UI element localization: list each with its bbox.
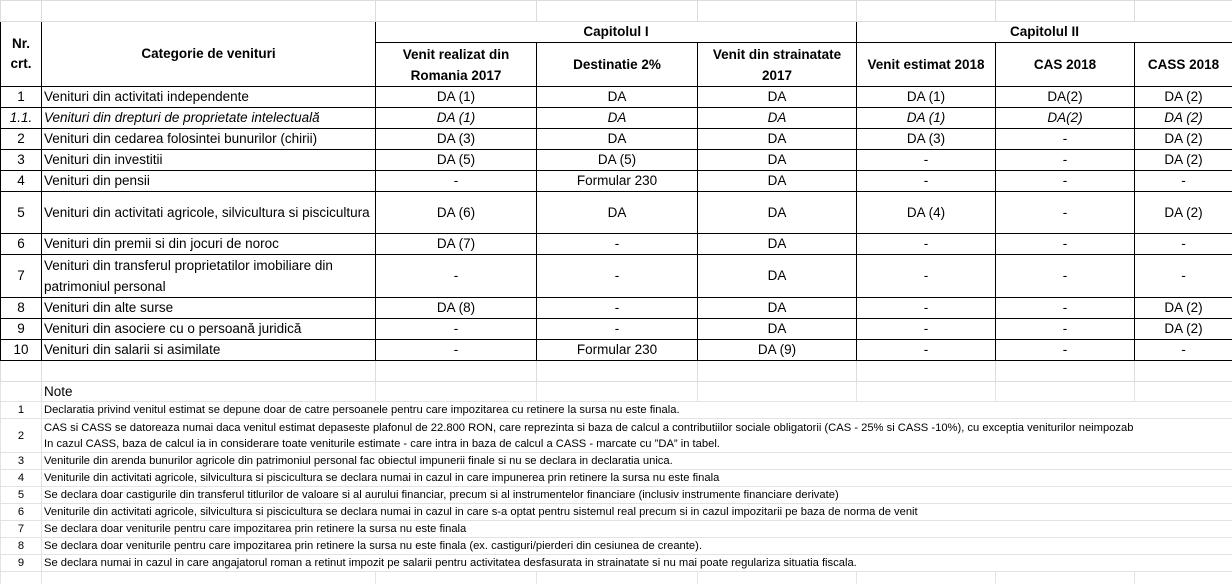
cell-venit-romania[interactable]: DA (1) bbox=[376, 108, 537, 129]
note-row bbox=[1, 419, 1232, 453]
cell-destinatie[interactable]: Formular 230 bbox=[537, 171, 698, 192]
cell-destinatie[interactable]: - bbox=[537, 298, 698, 319]
table-row bbox=[1, 340, 1232, 361]
cell-venit-estimat[interactable]: DA (3) bbox=[857, 129, 996, 150]
blank-row bbox=[1, 572, 1232, 584]
note-text-line: Veniturile din activitati agricole, silvicultura si piscicultura se declara numai in cazul in care impunerea prin retinere la sursa nu este finala bbox=[44, 472, 720, 484]
cell-venit-strainatate[interactable]: DA (9) bbox=[698, 340, 857, 361]
note-text-line: Se declara doar veniturile pentru care impozitarea prin retinere la sursa nu este finala bbox=[44, 523, 467, 535]
cell-venit-strainatate[interactable]: DA bbox=[698, 87, 857, 108]
note-text[interactable] bbox=[42, 470, 1232, 487]
cell-destinatie[interactable]: DA (5) bbox=[537, 150, 698, 171]
note-text-line: Se declara doar veniturile pentru care impozitarea prin retinere la sursa nu este finala (ex. castiguri/pierderi din cesiunea de creante). bbox=[44, 540, 702, 552]
cell-venit-estimat[interactable]: - bbox=[857, 340, 996, 361]
note-number[interactable]: 6 bbox=[1, 504, 42, 521]
note-row bbox=[1, 504, 1232, 521]
cell-cas[interactable]: - bbox=[996, 319, 1135, 340]
cell-cas[interactable]: - bbox=[996, 298, 1135, 319]
cell-destinatie[interactable]: - bbox=[537, 255, 698, 298]
note-text[interactable] bbox=[42, 453, 1232, 470]
cell-venit-romania[interactable]: - bbox=[376, 171, 537, 192]
table-row bbox=[1, 171, 1232, 192]
cell-cass[interactable]: DA (2) bbox=[1135, 108, 1232, 129]
note-text[interactable] bbox=[42, 487, 1232, 504]
cell-venit-estimat[interactable]: - bbox=[857, 298, 996, 319]
table-row bbox=[1, 298, 1232, 319]
note-number[interactable]: 4 bbox=[1, 470, 42, 487]
row-category[interactable]: Venituri din asociere cu o persoană juridică bbox=[42, 319, 376, 340]
row-category[interactable]: Venituri din investitii bbox=[42, 150, 376, 171]
table-row bbox=[1, 319, 1232, 340]
row-category[interactable]: Venituri din premii si din jocuri de noroc bbox=[42, 234, 376, 255]
cell-venit-strainatate[interactable]: DA bbox=[698, 192, 857, 234]
row-number[interactable]: 2 bbox=[1, 129, 42, 150]
cell-cass[interactable]: DA (2) bbox=[1135, 87, 1232, 108]
note-number[interactable]: 5 bbox=[1, 487, 42, 504]
row-category[interactable]: Venituri din alte surse bbox=[42, 298, 376, 319]
cell-venit-romania[interactable]: DA (6) bbox=[376, 192, 537, 234]
cell-venit-strainatate[interactable]: DA bbox=[698, 129, 857, 150]
row-number[interactable]: 7 bbox=[1, 255, 42, 298]
note-row bbox=[1, 538, 1232, 555]
note-row bbox=[1, 402, 1232, 419]
note-row bbox=[1, 453, 1232, 470]
note-text[interactable] bbox=[42, 504, 1232, 521]
cell-cas[interactable]: - bbox=[996, 192, 1135, 234]
cell-cass[interactable]: DA (2) bbox=[1135, 129, 1232, 150]
header-destinatie[interactable]: Destinatie 2% bbox=[537, 43, 698, 87]
cell-venit-estimat[interactable]: - bbox=[857, 150, 996, 171]
row-number[interactable]: 9 bbox=[1, 319, 42, 340]
header-cas[interactable]: CAS 2018 bbox=[996, 43, 1135, 87]
cell-venit-strainatate[interactable]: DA bbox=[698, 171, 857, 192]
row-number[interactable]: 8 bbox=[1, 298, 42, 319]
cell-venit-romania[interactable]: DA (3) bbox=[376, 129, 537, 150]
cell-destinatie[interactable]: - bbox=[537, 234, 698, 255]
header-chapter-2[interactable]: Capitolul II bbox=[857, 22, 1232, 43]
note-text[interactable] bbox=[42, 419, 1232, 453]
note-number[interactable]: 3 bbox=[1, 453, 42, 470]
notes-title[interactable]: Note bbox=[42, 382, 376, 402]
cell-cass[interactable]: - bbox=[1135, 171, 1232, 192]
header-venit-strainatate[interactable]: Venit din strainatate 2017 bbox=[698, 43, 857, 87]
note-text[interactable] bbox=[42, 555, 1232, 572]
cell-venit-strainatate[interactable]: DA bbox=[698, 319, 857, 340]
cell-cass[interactable]: - bbox=[1135, 340, 1232, 361]
note-text-line: Declaratia privind venitul estimat se depune doar de catre persoanele pentru care impozitarea cu retinere la sursa nu este finala. bbox=[44, 404, 680, 416]
header-venit-romania[interactable]: Venit realizat din Romania 2017 bbox=[376, 43, 537, 87]
header-venit-estimat[interactable]: Venit estimat 2018 bbox=[857, 43, 996, 87]
cell-destinatie[interactable]: - bbox=[537, 319, 698, 340]
row-number[interactable]: 1 bbox=[1, 87, 42, 108]
cell-venit-romania[interactable]: DA (1) bbox=[376, 87, 537, 108]
cell-cas[interactable]: - bbox=[996, 340, 1135, 361]
note-number[interactable]: 1 bbox=[1, 402, 42, 419]
cell-cass[interactable]: DA (2) bbox=[1135, 298, 1232, 319]
cell-venit-estimat[interactable]: DA (4) bbox=[857, 192, 996, 234]
cell-destinatie[interactable]: DA bbox=[537, 108, 698, 129]
row-category[interactable]: Venituri din salarii si asimilate bbox=[42, 340, 376, 361]
cell-cas[interactable]: - bbox=[996, 150, 1135, 171]
note-text[interactable] bbox=[42, 538, 1232, 555]
row-number[interactable]: 4 bbox=[1, 171, 42, 192]
table-row bbox=[1, 129, 1232, 150]
header-cass[interactable]: CASS 2018 bbox=[1135, 43, 1232, 87]
cell-cass[interactable]: - bbox=[1135, 234, 1232, 255]
cell-cas[interactable]: DA(2) bbox=[996, 87, 1135, 108]
note-row bbox=[1, 555, 1232, 572]
cell-venit-romania[interactable]: DA (5) bbox=[376, 150, 537, 171]
cell-venit-estimat[interactable]: - bbox=[857, 234, 996, 255]
note-number[interactable]: 2 bbox=[1, 419, 42, 453]
row-category[interactable]: Venituri din pensii bbox=[42, 171, 376, 192]
cell-venit-strainatate[interactable]: DA bbox=[698, 255, 857, 298]
note-text-line: In cazul CASS, baza de calcul ia in considerare toate veniturile estimate - care intra in baza de calcul a CASS - marcate cu ”DA” in tabel. bbox=[44, 437, 720, 450]
cell-venit-romania[interactable]: - bbox=[376, 319, 537, 340]
cell-venit-strainatate[interactable]: DA bbox=[698, 150, 857, 171]
note-text-line: CAS si CASS se datoreaza numai daca venitul estimat depaseste plafonul de 22.800 RON, care reprezinta si baza de calcul a contributiilor sociale obligatorii (CAS - 25% si CASS -10%), cu exceptia veniturilor neimpozab bbox=[44, 421, 1134, 434]
note-text-line: Se declara doar castigurile din transferul titlurilor de valoare si al aurului financiar, precum si al instrumentelor financiare (inclusiv instrumente financiare derivate) bbox=[44, 489, 839, 501]
cell-destinatie[interactable]: DA bbox=[537, 129, 698, 150]
row-category[interactable]: Venituri din activitati independente bbox=[42, 87, 376, 108]
cell-cas[interactable]: - bbox=[996, 171, 1135, 192]
row-number[interactable]: 5 bbox=[1, 192, 42, 234]
header-category[interactable]: Categorie de venituri bbox=[42, 22, 376, 87]
cell-venit-estimat[interactable]: - bbox=[857, 319, 996, 340]
note-text[interactable] bbox=[42, 521, 1232, 538]
note-text-line: Se declara numai in cazul in care angajatorul roman a retinut impozit pe salarii pentru activitatea desfasurata in strainatate si nu mai poate regulariza situatia fiscala. bbox=[44, 557, 857, 569]
table-row bbox=[1, 108, 1232, 129]
note-text-line: Veniturile din activitati agricole, silvicultura si piscicultura se declara numai in cazul in care s-a optat pentru sistemul real precum si in cazul impozitarii pe baza de norma de venit bbox=[44, 506, 918, 518]
cell-cass[interactable]: DA (2) bbox=[1135, 192, 1232, 234]
cell-venit-estimat[interactable]: DA (1) bbox=[857, 108, 996, 129]
row-category[interactable]: Venituri din drepturi de proprietate intelectuală bbox=[42, 108, 376, 129]
cell-cass[interactable]: DA (2) bbox=[1135, 319, 1232, 340]
row-category[interactable]: Venituri din transferul proprietatilor imobiliare din patrimoniul personal bbox=[42, 255, 376, 298]
row-category[interactable]: Venituri din activitati agricole, silvicultura si piscicultura bbox=[42, 192, 376, 234]
table-row bbox=[1, 192, 1232, 234]
cell-venit-romania[interactable]: DA (8) bbox=[376, 298, 537, 319]
cell-venit-strainatate[interactable]: DA bbox=[698, 298, 857, 319]
row-category[interactable]: Venituri din cedarea folosintei bunurilor (chirii) bbox=[42, 129, 376, 150]
note-number[interactable]: 7 bbox=[1, 521, 42, 538]
cell-cass[interactable]: DA (2) bbox=[1135, 150, 1232, 171]
table-row bbox=[1, 150, 1232, 171]
cell-venit-estimat[interactable]: DA (1) bbox=[857, 87, 996, 108]
header-nr-crt[interactable]: Nr. crt. bbox=[1, 22, 42, 87]
cell-venit-strainatate[interactable]: DA bbox=[698, 108, 857, 129]
table-row bbox=[1, 255, 1232, 298]
cell-venit-romania[interactable]: DA (7) bbox=[376, 234, 537, 255]
note-row bbox=[1, 487, 1232, 504]
row-number[interactable]: 6 bbox=[1, 234, 42, 255]
notes-title-row bbox=[1, 382, 1232, 402]
table-row bbox=[1, 234, 1232, 255]
note-number[interactable]: 8 bbox=[1, 538, 42, 555]
note-text[interactable] bbox=[42, 402, 1232, 419]
header-row-chapters bbox=[1, 22, 1232, 43]
note-row bbox=[1, 521, 1232, 538]
cell-venit-estimat[interactable]: - bbox=[857, 171, 996, 192]
blank-row bbox=[1, 1, 1232, 22]
note-text-line: Veniturile din arenda bunurilor agricole din patrimoniul personal fac obiectul impunerii finale si nu se declara in declaratia unica. bbox=[44, 455, 673, 467]
cell-cas[interactable]: DA(2) bbox=[996, 108, 1135, 129]
cell-venit-romania[interactable]: - bbox=[376, 340, 537, 361]
cell-cass[interactable]: - bbox=[1135, 255, 1232, 298]
cell-cas[interactable]: - bbox=[996, 234, 1135, 255]
row-number[interactable]: 10 bbox=[1, 340, 42, 361]
note-row bbox=[1, 470, 1232, 487]
cell-venit-romania[interactable]: - bbox=[376, 255, 537, 298]
blank-row bbox=[1, 361, 1232, 382]
cell-cas[interactable]: - bbox=[996, 129, 1135, 150]
cell-venit-estimat[interactable]: - bbox=[857, 255, 996, 298]
note-number[interactable]: 9 bbox=[1, 555, 42, 572]
header-chapter-1[interactable]: Capitolul I bbox=[376, 22, 857, 43]
cell-cas[interactable]: - bbox=[996, 255, 1135, 298]
row-number[interactable]: 1.1. bbox=[1, 108, 42, 129]
table-row bbox=[1, 87, 1232, 108]
cell-destinatie[interactable]: Formular 230 bbox=[537, 340, 698, 361]
cell-venit-strainatate[interactable]: DA bbox=[698, 234, 857, 255]
cell-destinatie[interactable]: DA bbox=[537, 192, 698, 234]
row-number[interactable]: 3 bbox=[1, 150, 42, 171]
cell-destinatie[interactable]: DA bbox=[537, 87, 698, 108]
